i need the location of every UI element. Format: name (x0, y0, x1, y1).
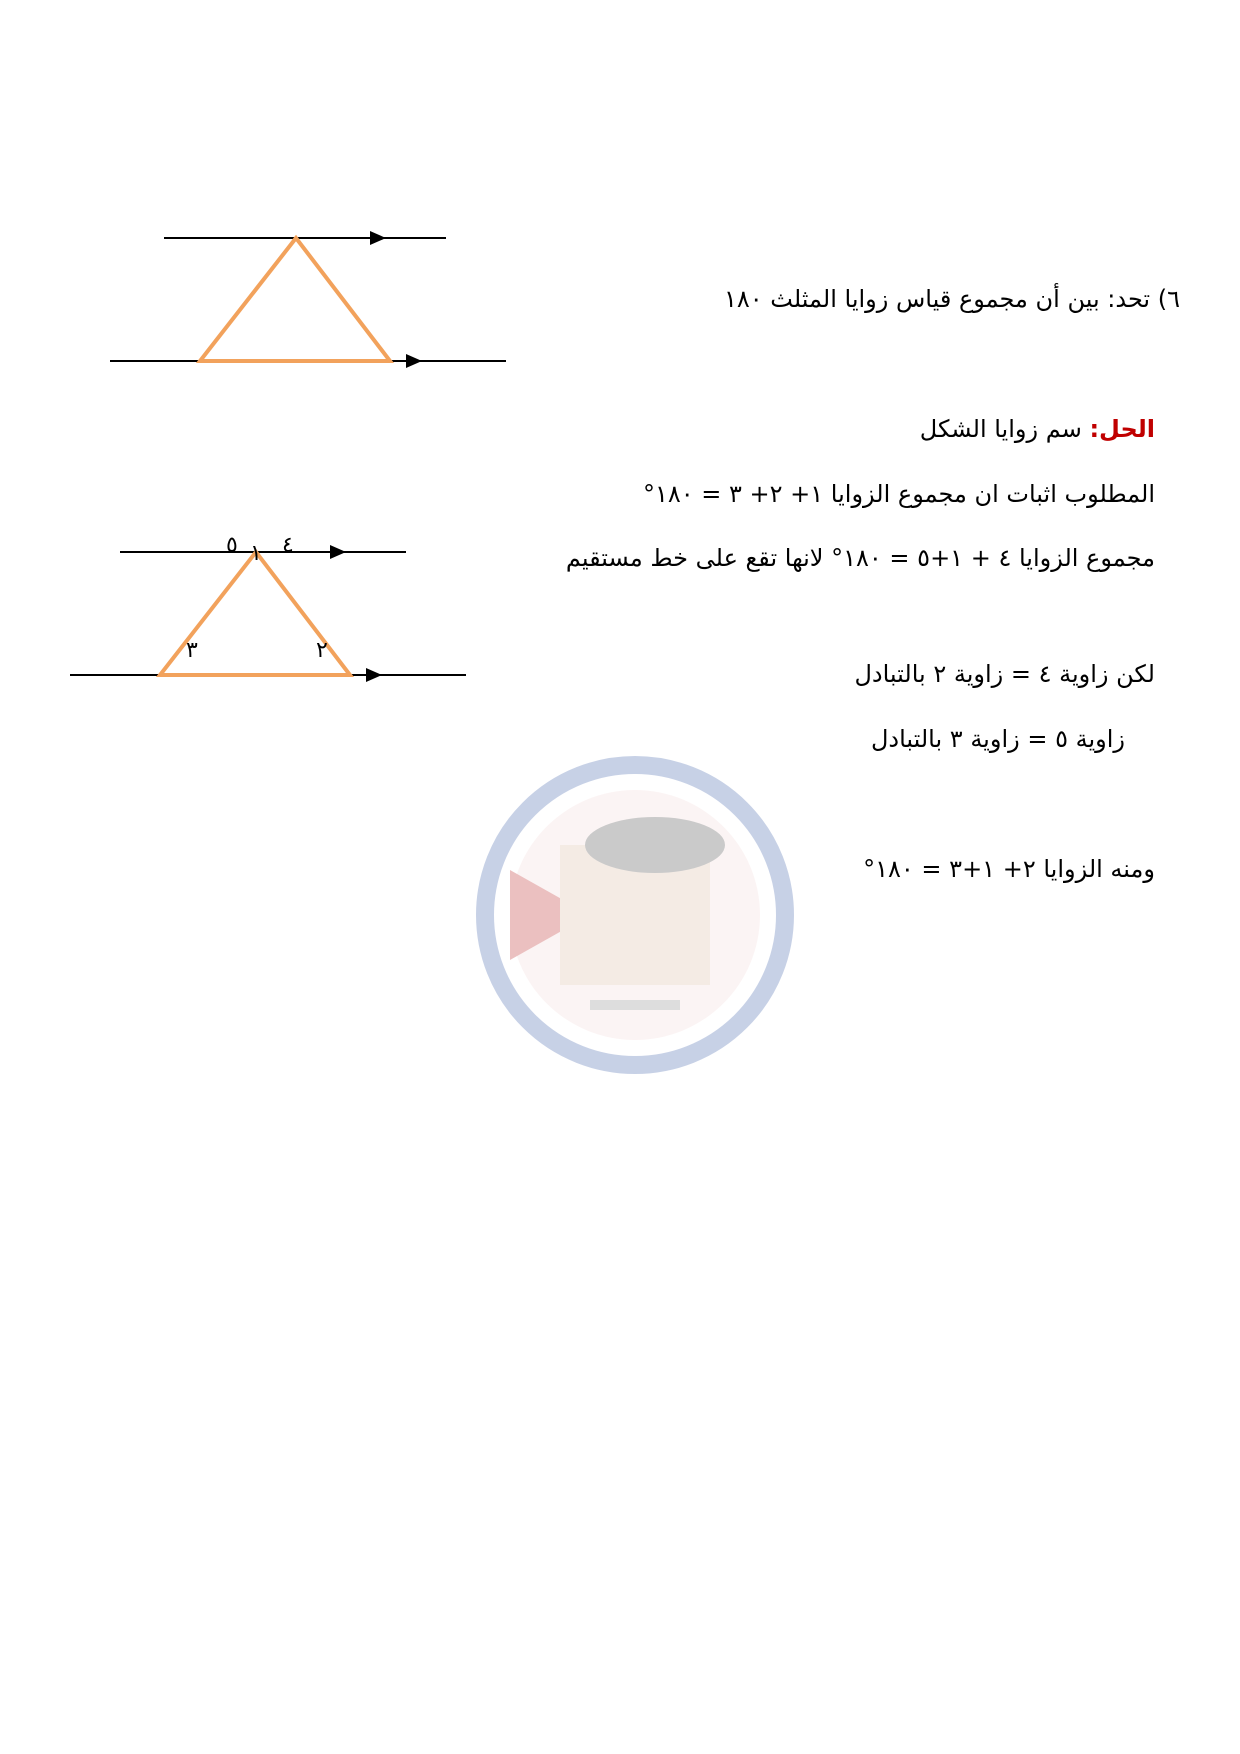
solution-label: الحل: (1089, 415, 1155, 443)
angle-label-4: ٤ (282, 533, 294, 558)
proof-line-1: المطلوب اثبات ان مجموع الزوايا ١+ ٢+ ٣ = ١٨٠° (642, 480, 1155, 508)
arrow-head (370, 231, 386, 245)
proof-line-5: ومنه الزوايا ٢+ ١+٣ = ١٨٠° (863, 855, 1155, 883)
proof-line-3: لكن زاوية ٤ = زاوية ٢ بالتبادل (854, 660, 1155, 688)
angle-label-3: ٣ (186, 638, 198, 663)
figure-2 (60, 530, 480, 700)
angle-label-2: ٢ (316, 638, 328, 663)
question-text: ٦) تحد: بين أن مجموع قياس زوايا المثلث ١٨٠ (723, 285, 1180, 313)
angle-label-1: ١ (250, 541, 262, 566)
figure-1 (100, 220, 520, 380)
angle-label-5: ٥ (226, 533, 238, 558)
proof-line-2: مجموع الزوايا ٤ + ١+٥ = ١٨٠° لانها تقع على خط مستقيم (565, 544, 1155, 572)
proof-line-4: زاوية ٥ = زاوية ٣ بالتبادل (870, 725, 1125, 753)
arrow-head (330, 545, 346, 559)
solution-heading (920, 415, 1155, 443)
arrow-head (406, 354, 422, 368)
solution-intro: سم زوايا الشكل (919, 415, 1090, 443)
watermark-emblem (470, 750, 800, 1050)
triangle (200, 238, 390, 361)
arrow-head (366, 668, 382, 682)
